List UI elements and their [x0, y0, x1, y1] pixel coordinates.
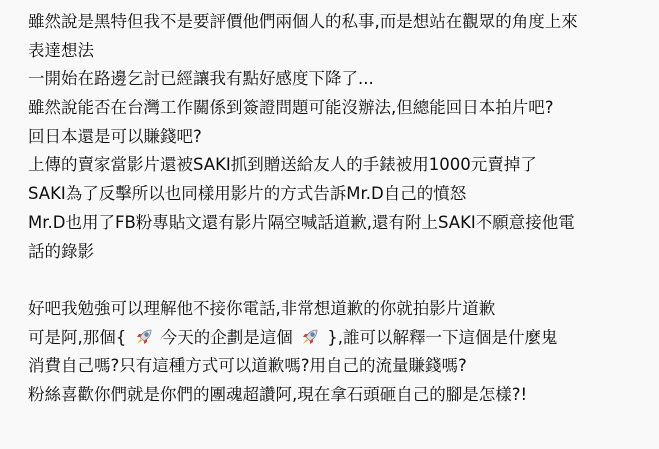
- comment-line: 雖然說是黑特但我不是要評價他們兩個人的私事,而是想站在觀眾的角度上來: [28, 12, 578, 31]
- comment-line: SAKI為了反擊所以也同樣用影片的方式告訴Mr.D自己的憤怒: [28, 184, 467, 204]
- comment-line: 消費自己嗎?只有這種方式可以道歉嗎?用自己的流量賺錢嗎?: [28, 356, 467, 376]
- comment-line: 上傳的賣家當影片還被SAKI抓到贈送給友人的手錶被用1000元賣掉了: [28, 155, 537, 175]
- comment-line: 回日本還是可以賺錢吧?: [28, 126, 202, 146]
- comment-line: 表達想法: [28, 40, 94, 60]
- text-segment: },誰可以解釋一下這個是什麼鬼: [327, 327, 558, 347]
- text-segment: 可是阿,那個{: [28, 327, 127, 347]
- comment-line: 話的錄影: [28, 241, 94, 261]
- comment-line: [28, 324, 648, 353]
- comment-text: [28, 8, 648, 410]
- comment-line: 粉絲喜歡你們就是你們的團魂超讚阿,現在拿石頭砸自己的腳是怎樣?!: [28, 384, 528, 404]
- comment-line: 一開始在路邊乞討已經讓我有點好感度下降了...: [28, 69, 374, 89]
- text-segment: 今天的企劃是這個: [160, 327, 293, 347]
- comment-line: 好吧我勉強可以理解他不接你電話,非常想道歉的你就拍影片道歉: [28, 298, 496, 318]
- rocket-icon: [300, 327, 320, 347]
- comment-line: Mr.D也用了FB粉專貼文還有影片隔空喊話道歉,還有附上SAKI不願意接他電: [28, 212, 575, 232]
- comment-line: 雖然說能否在台灣工作關係到簽證問題可能沒辦法,但總能回日本拍片吧?: [28, 98, 554, 118]
- blank-line: [28, 266, 648, 295]
- rocket-icon: [134, 327, 154, 347]
